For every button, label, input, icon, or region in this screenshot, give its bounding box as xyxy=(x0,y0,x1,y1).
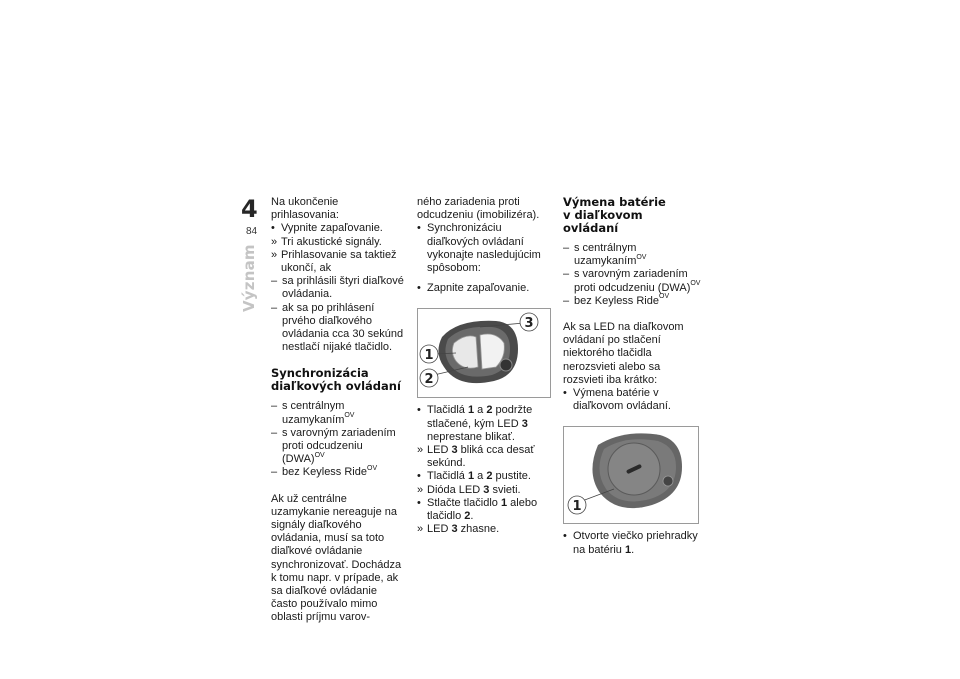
list-item: – bez Keyless Ride$^{OV}$ xyxy=(271,464,378,479)
list-item: » Tri akustické signály. xyxy=(271,235,382,248)
list-item: » LED 3 bliká cca desať sekúnd. xyxy=(417,444,535,470)
column-3 xyxy=(563,196,701,557)
intro-text: Na ukončenie prihlasovania: xyxy=(271,196,339,222)
page-number: 84 xyxy=(246,226,258,237)
chapter-number: 4 xyxy=(241,195,258,223)
list-item: – s centrálnym uzamykaním$^{OV}$ xyxy=(563,242,647,268)
list-item: – bez Keyless Ride$^{OV}$ xyxy=(563,293,670,307)
body-paragraph: Ak už centrálne uzamykanie nereaguje na signály diaľkového ovládania, musí sa toto diaľkové ovládanie synchronizovať. Dochádza k tomu napr. v prípade, ak sa diaľkové ovládanie často používalo mimo oblasti príjmu varov- xyxy=(271,492,402,624)
callout-label-1: 1 xyxy=(424,348,434,364)
list-item: – ak sa po prihlásení prvého diaľkového ovládania cca 30 sekúnd nestlačí nijaké tlačidlo. xyxy=(271,301,404,354)
section-heading: Výmena batérie v diaľkovom ovládaní xyxy=(563,195,666,235)
body-paragraph: Ak sa LED na diaľkovom ovládaní po stlačení niektorého tlačidla nerozsvieti alebo sa rozsvieti iba krátko: xyxy=(563,321,684,386)
list-item: • Synchronizáciu diaľkových ovládaní vykonajte nasledujúcim spôsobom: xyxy=(417,222,541,275)
list-item: » Dióda LED 3 svieti. xyxy=(417,483,521,496)
battery-cover-figure xyxy=(563,426,699,524)
battery-cover-illustration xyxy=(564,427,698,523)
list-item: • Vypnite zapaľovanie. xyxy=(271,222,383,235)
callout-label-3: 3 xyxy=(524,316,534,332)
list-item: • Otvorte viečko priehradky na batériu 1. xyxy=(563,530,698,556)
list-item: • Tlačidlá 1 a 2 pustite. xyxy=(417,470,531,483)
callout-label-1: 1 xyxy=(572,499,582,515)
remote-key-figure xyxy=(417,308,551,398)
chapter-side-label: Význam xyxy=(240,244,258,312)
list-item: – s varovným zariadením proti odcudzeniu (DWA)$^{OV}$ xyxy=(271,426,396,466)
list-item: • Zapnite zapaľovanie. xyxy=(417,282,530,295)
list-item: » Prihlasovanie sa taktiež ukončí, ak xyxy=(271,248,397,275)
list-item: – s centrálnym uzamykaním$^{OV}$ xyxy=(271,400,355,426)
body-paragraph: ného zariadenia proti odcudzeniu (imobilizéra). xyxy=(417,196,540,222)
list-item: • Tlačidlá 1 a 2 podržte stlačené, kým LED 3 neprestane blikať. xyxy=(417,404,533,443)
section-heading: Synchronizácia diaľkových ovládaní xyxy=(271,366,401,394)
list-item: • Stlačte tlačidlo 1 alebo tlačidlo 2. xyxy=(417,496,538,523)
list-item: • Výmena batérie v diaľkovom ovládaní. xyxy=(563,387,671,413)
list-item: – s varovným zariadením proti odcudzeniu (DWA)$^{OV}$ xyxy=(563,268,701,294)
remote-key-illustration xyxy=(418,309,550,397)
list-item: » LED 3 zhasne. xyxy=(417,523,500,536)
callout-label-2: 2 xyxy=(424,372,434,388)
list-item: – sa prihlásili štyri diaľkové ovládania. xyxy=(271,275,404,301)
column-2 xyxy=(417,196,550,536)
column-1 xyxy=(271,196,406,625)
